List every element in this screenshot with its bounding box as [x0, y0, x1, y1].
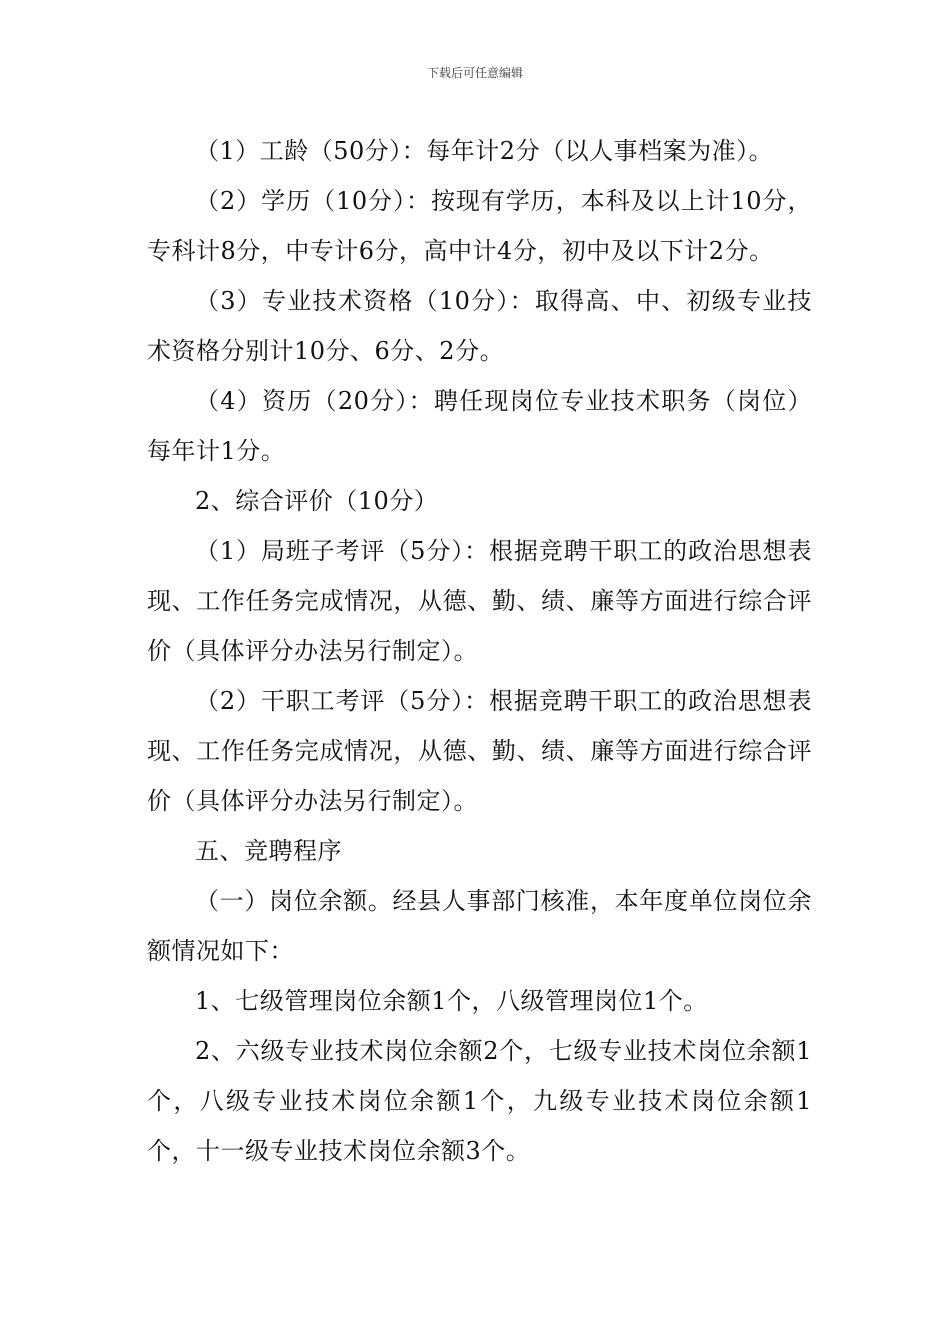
- paragraph-comprehensive-heading: 2、综合评价（10分）: [195, 487, 439, 515]
- paragraph-procedure-heading: 五、竞聘程序: [195, 837, 342, 865]
- paragraph-education: （2）学历（10分）：按现有学历，本科及以上计10分，专科计8分，中专计6分，高中计4分，初中及以下计2分。: [147, 187, 812, 265]
- paragraph-seniority: （1）工龄（50分）：每年计2分（以人事档案为准）。: [195, 137, 774, 165]
- paragraph-staff-review: （2）干职工考评（5分）：根据竞聘干职工的政治思想表现、工作任务完成情况，从德、勤、绩、廉等方面进行综合评价（具体评分办法另行制定）。: [147, 687, 812, 815]
- page-header: 下载后可任意编辑: [426, 66, 523, 80]
- paragraph-experience: （4）资历（20分）：聘任现岗位专业技术职务（岗位）每年计1分。: [147, 387, 812, 465]
- paragraph-management-posts: 1、七级管理岗位余额1个，八级管理岗位1个。: [195, 987, 708, 1015]
- paragraph-leadership-review: （1）局班子考评（5分）：根据竞聘干职工的政治思想表现、工作任务完成情况，从德、勤、绩、廉等方面进行综合评价（具体评分办法另行制定）。: [147, 537, 812, 665]
- paragraph-technical-posts: 2、六级专业技术岗位余额2个，七级专业技术岗位余额1个，八级专业技术岗位余额1个，九级专业技术岗位余额1个，十一级专业技术岗位余额3个。: [147, 1037, 812, 1165]
- paragraph-qualification: （3）专业技术资格（10分）：取得高、中、初级专业技术资格分别计10分、6分、2分。: [147, 287, 812, 365]
- document-body: [147, 126, 812, 1176]
- paragraph-post-vacancy: （一）岗位余额。经县人事部门核准，本年度单位岗位余额情况如下：: [147, 887, 812, 965]
